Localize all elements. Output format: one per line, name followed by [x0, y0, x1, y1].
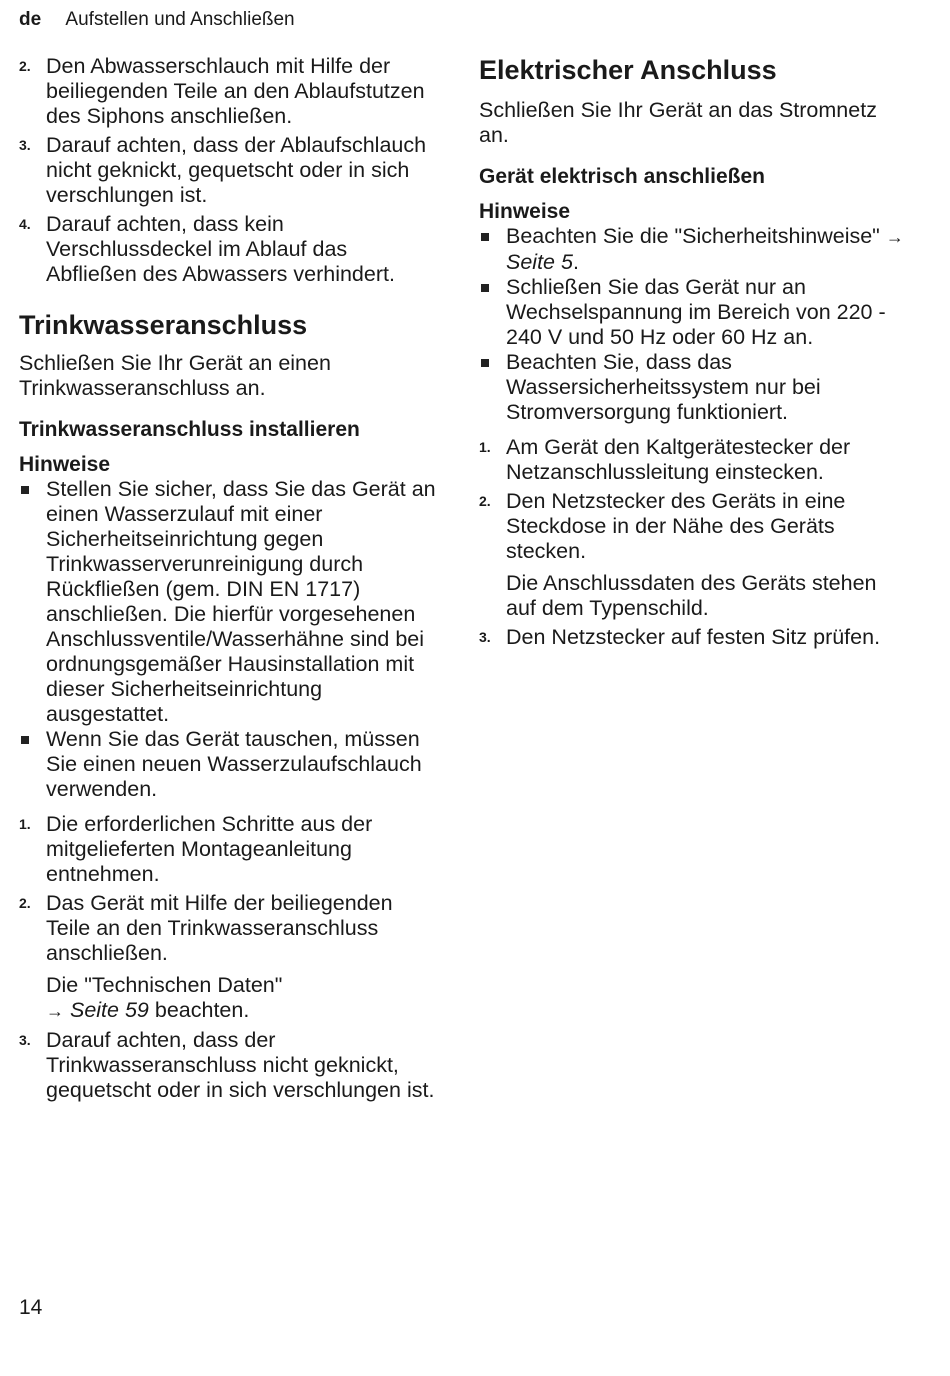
step-text: Das Gerät mit Hilfe der beiliegenden Teile an den Trinkwasseranschluss anschließen.	[46, 891, 393, 965]
step-text: Darauf achten, dass der Ablaufschlauch nicht geknickt, gequetscht oder in sich verschlungen ist.	[46, 133, 427, 207]
note-text: Wenn Sie das Gerät tauschen, müssen Sie einen neuen Wasserzulaufschlauch verwenden.	[46, 727, 422, 801]
right-column	[479, 54, 909, 650]
step-text: Am Gerät den Kaltgerätestecker der Netzanschlussleitung einstecken.	[506, 435, 851, 484]
arrow-icon: →	[46, 1001, 64, 1021]
section-title: Aufstellen und Anschließen	[65, 9, 295, 30]
note-item	[19, 477, 439, 727]
note-item	[479, 350, 909, 425]
subsection-heading: Gerät elektrisch anschließen	[479, 165, 765, 188]
note-item	[19, 727, 439, 802]
step-number: 2.	[19, 58, 31, 74]
bullet-icon	[481, 284, 489, 292]
note-text: Schließen Sie das Gerät nur an Wechselspannung im Bereich von 220 - 240 V und 50 Hz oder 60 Hz an.	[506, 275, 886, 349]
notes-label: Hinweise	[479, 200, 571, 223]
step-text: Darauf achten, dass kein Verschlussdeckel im Ablauf das Abfließen des Abwassers verhindert.	[46, 212, 395, 286]
step-text: Die erforderlichen Schritte aus der mitgelieferten Montageanleitung entnehmen.	[46, 812, 373, 886]
arrow-icon: →	[885, 227, 904, 247]
subsection-heading: Trinkwasseranschluss installieren	[19, 418, 360, 441]
step-text: Den Netzstecker auf festen Sitz prüfen.	[506, 625, 881, 649]
note-text: Beachten Sie die "Sicherheitshinweise"	[506, 224, 880, 248]
page-header	[19, 9, 295, 31]
note-text: Stellen Sie sicher, dass Sie das Gerät an einen Wasserzulauf mit einer Sicherheitseinrichtung gegen Trinkwasserverunreinigung durch Rückfließen (gem. DIN EN 1717) anschließen. Die hierfür vorgesehenen Anschlussventile/Wasserhähne sind bei ordnungsgemäßer Hausinstallation mit dieser Sicherheitseinrichtung ausgestattet.	[46, 477, 436, 726]
step-text: Den Abwasserschlauch mit Hilfe der beiliegenden Teile an den Ablaufstutzen des Siphons anschließen.	[46, 54, 425, 128]
note-suffix: .	[572, 250, 579, 274]
step-number: 1.	[19, 816, 31, 832]
section-heading: Elektrischer Anschluss	[479, 55, 777, 85]
note-item	[479, 275, 909, 350]
step-text: Den Netzstecker des Geräts in eine Steckdose in der Nähe des Geräts stecken.	[506, 489, 846, 563]
step-number: 3.	[19, 1032, 31, 1048]
list-item	[479, 625, 909, 650]
section-intro: Schließen Sie Ihr Gerät an das Stromnetz an.	[479, 98, 877, 147]
page-number: 14	[19, 1296, 43, 1319]
step-note-suffix: beachten.	[148, 998, 250, 1022]
list-item	[19, 812, 439, 887]
step-number: 3.	[19, 137, 31, 153]
step-number: 2.	[19, 895, 31, 911]
page-reference-link[interactable]: Seite 5	[506, 250, 573, 274]
step-note: Die Anschlussdaten des Geräts stehen auf dem Typenschild.	[506, 571, 877, 620]
step-text: Darauf achten, dass der Trinkwasseranschluss nicht geknickt, gequetscht oder in sich verschlungen ist.	[46, 1028, 435, 1102]
page-reference-link[interactable]: Seite 59	[69, 998, 149, 1022]
bullet-icon	[21, 736, 29, 744]
language-code: de	[19, 9, 42, 30]
step-number: 2.	[479, 493, 491, 509]
list-item	[19, 1028, 439, 1103]
section-heading: Trinkwasseranschluss	[19, 310, 308, 340]
bullet-icon	[481, 233, 489, 241]
note-item	[479, 224, 909, 275]
step-number: 3.	[479, 629, 491, 645]
list-item	[19, 891, 439, 966]
note-text: Beachten Sie, dass das Wassersicherheitssystem nur bei Stromversorgung funktioniert.	[506, 350, 821, 424]
left-column	[19, 54, 439, 1103]
list-item	[19, 212, 439, 287]
bullet-icon	[481, 359, 489, 367]
list-item	[479, 489, 909, 564]
list-item	[19, 133, 439, 208]
list-item	[19, 54, 439, 129]
notes-label: Hinweise	[19, 453, 111, 476]
list-item	[479, 435, 909, 485]
step-number: 1.	[479, 439, 491, 455]
step-note	[19, 973, 439, 1024]
step-number: 4.	[19, 216, 31, 232]
bullet-icon	[21, 486, 29, 494]
section-intro: Schließen Sie Ihr Gerät an einen Trinkwasseranschluss an.	[19, 351, 331, 400]
step-note-text: Die "Technischen Daten"	[46, 973, 283, 997]
